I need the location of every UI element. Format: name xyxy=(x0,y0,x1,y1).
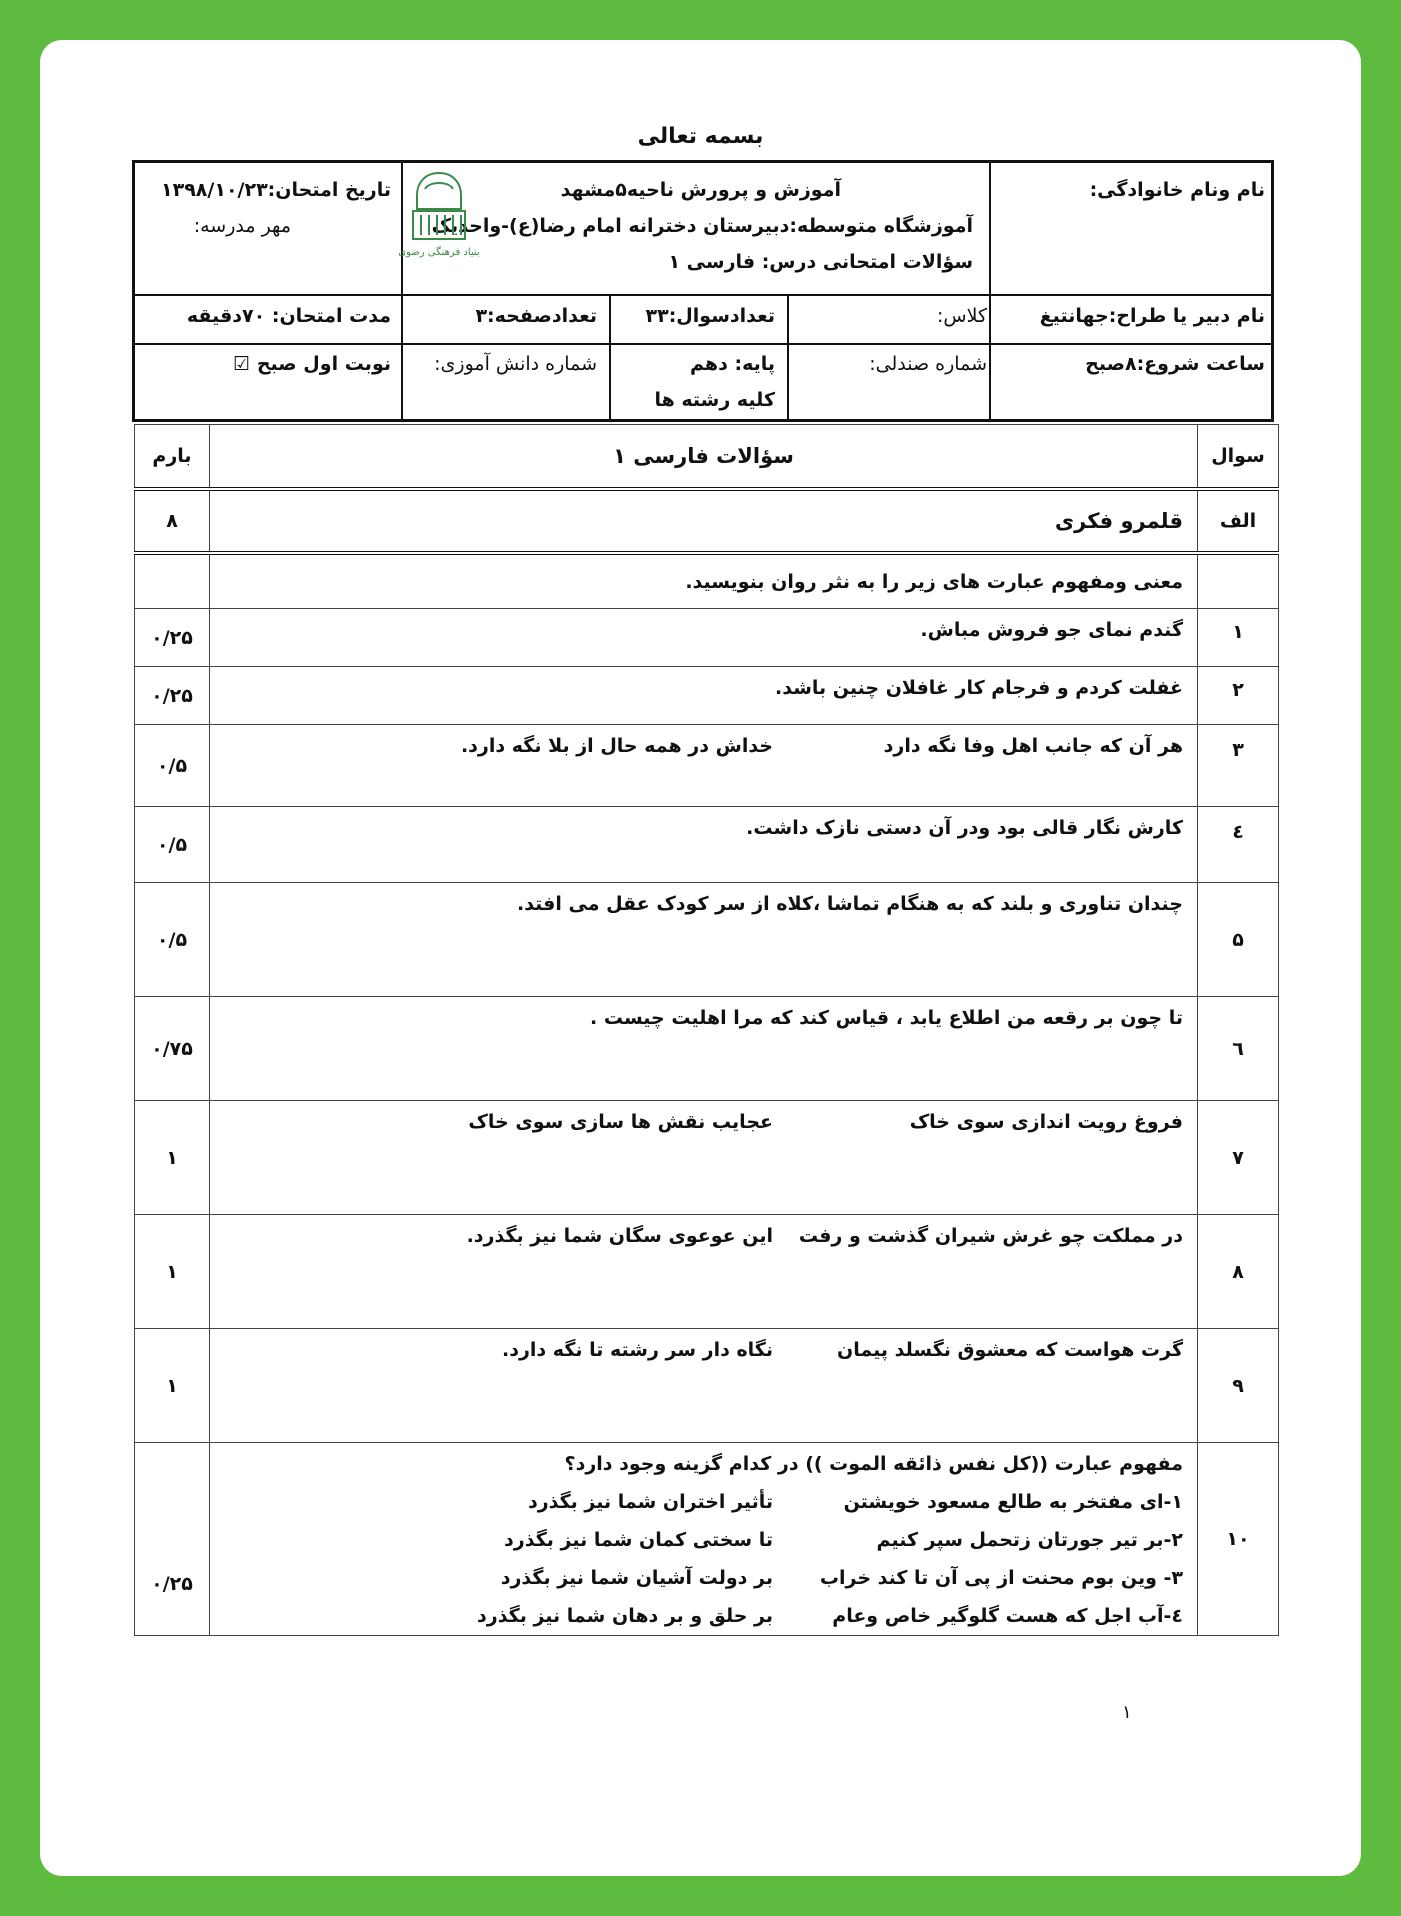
table-header-row xyxy=(135,425,1279,489)
start-time: ساعت شروع:۸صبح xyxy=(1085,353,1265,375)
q10-option: ۲-بر تیر جورتان زتحمل سپر کنیم تا سختی کمان شما نیز بگذرد xyxy=(504,1529,1183,1551)
questions-table xyxy=(134,424,1279,1636)
q10-option: ۱-ای مفتخر به طالع مسعود خویشتن تأثیر اختران شما نیز بگذرد xyxy=(527,1491,1183,1513)
shift-label xyxy=(233,353,391,375)
col-question-header: سوال xyxy=(1198,425,1279,489)
q10-option: ٤-آب اجل که هست گلوگیر خاص وعام بر حلق و بر دهان شما نیز بگذرد xyxy=(477,1605,1183,1627)
table-row: ۵ چندان تناوری و بلند که به هنگام تماشا ،کلاه از سر کودک عقل می افتد. ۰/۵ xyxy=(135,883,1279,997)
table-row: ۹ گرت هواست که معشوق نگسلد پیمان نگاه دار سر رشته تا نگه دارد. ۱ xyxy=(135,1329,1279,1443)
table-row: ۷ فروغ رویت اندازی سوی خاک عجایب نقش ها سازی سوی خاک ۱ xyxy=(135,1101,1279,1215)
q10-question: مفهوم عبارت ((کل نفس ذائقه الموت )) در کدام گزینه وجود دارد؟ xyxy=(564,1453,1183,1475)
org-line-2: آموزشگاه متوسطه:دبیرستان دخترانه امام رضا(ع)-واحدیک xyxy=(431,215,973,237)
exam-header xyxy=(132,160,1274,422)
table-row: ٤ کارش نگار قالی بود ودر آن دستی نازک داشت. ۰/۵ xyxy=(135,807,1279,883)
section-row xyxy=(135,489,1279,553)
svg-text:بنیاد فرهنگی رضوی: بنیاد فرهنگی رضوی xyxy=(398,247,480,258)
section-letter: الف xyxy=(1198,489,1279,553)
q10-option: ۳- وین بوم محنت از پی آن تا کند خراب بر دولت آشیان شما نیز بگذرد xyxy=(500,1567,1183,1589)
student-number-label: شماره دانش آموزی: xyxy=(434,353,597,375)
question-count: تعدادسوال:۳۳ xyxy=(645,305,775,327)
shift-text: نوبت اول صبح xyxy=(256,353,391,375)
org-line-3: سؤالات امتحانی درس: فارسی ۱ xyxy=(668,251,973,273)
table-row: ٦ تا چون بر رقعه من اطلاع یابد ، قیاس کند که مرا اهلیت چیست . ۰/۷۵ xyxy=(135,997,1279,1101)
teacher-name: نام دبیر یا طراح:جهانتیغ xyxy=(1039,305,1265,327)
col-title-header: سؤالات فارسی ۱ xyxy=(210,425,1198,489)
table-row: ۸ در مملکت چو غرش شیران گذشت و رفت این عوعوی سگان شما نیز بگذرد. ۱ xyxy=(135,1215,1279,1329)
col-mark-header: بارم xyxy=(135,425,210,489)
instruction-text: معنی ومفهوم عبارت های زیر را به نثر روان بنویسید. xyxy=(210,553,1198,609)
org-line-1: آموزش و پرورش ناحیه۵مشهد xyxy=(560,179,841,201)
page-count: تعدادصفحه:۳ xyxy=(475,305,597,327)
exam-date: تاریخ امتحان:۱۳۹۸/۱۰/۲۳ xyxy=(161,179,391,201)
table-row: ۲ غفلت کردم و فرجام کار غافلان چنین باشد. ۰/۲۵ xyxy=(135,667,1279,725)
page-number: ۱ xyxy=(1122,1702,1132,1723)
school-stamp-label: مهر مدرسه: xyxy=(193,215,291,237)
field-label: کلیه رشته ها xyxy=(654,389,775,411)
grade-label: پایه: دهم xyxy=(690,353,775,375)
basmala-heading: بسمه تعالی xyxy=(637,124,764,149)
seat-number-label: شماره صندلی: xyxy=(869,353,987,375)
class-label: کلاس: xyxy=(937,305,987,327)
shrine-logo-icon xyxy=(398,169,480,269)
section-title: قلمرو فکری xyxy=(210,489,1198,553)
section-mark: ۸ xyxy=(135,489,210,553)
shift-checkbox: ☑ xyxy=(233,353,251,375)
student-name-label: نام ونام خانوادگی: xyxy=(1089,179,1265,201)
school-logo xyxy=(398,169,480,273)
table-row: ۱ گندم نمای جو فروش مباش. ۰/۲۵ xyxy=(135,609,1279,667)
instruction-row xyxy=(135,553,1279,609)
table-row-q10: ۱۰ مفهوم عبارت ((کل نفس ذائقه الموت )) در کدام گزینه وجود دارد؟ ۱-ای مفتخر به طالع مسعود خویشتن تأثیر اختران شما نیز بگذرد ۲-بر تیر جورتان زتحمل سپر کنیم تا سختی کمان شما نیز بگذرد ۳- وین بوم محنت از پی آن تا کند خراب بر دولت آشیان شما نیز بگذرد ٤-آب اجل که هست گلوگیر خاص وعام بر حلق و بر دهان شما نیز بگذرد ۰/۲۵ xyxy=(135,1443,1279,1636)
exam-duration: مدت امتحان: ۷۰دقیقه xyxy=(186,305,391,327)
table-row: ۳ هر آن که جانب اهل وفا نگه دارد خداش در همه حال از بلا نگه دارد. ۰/۵ xyxy=(135,725,1279,807)
